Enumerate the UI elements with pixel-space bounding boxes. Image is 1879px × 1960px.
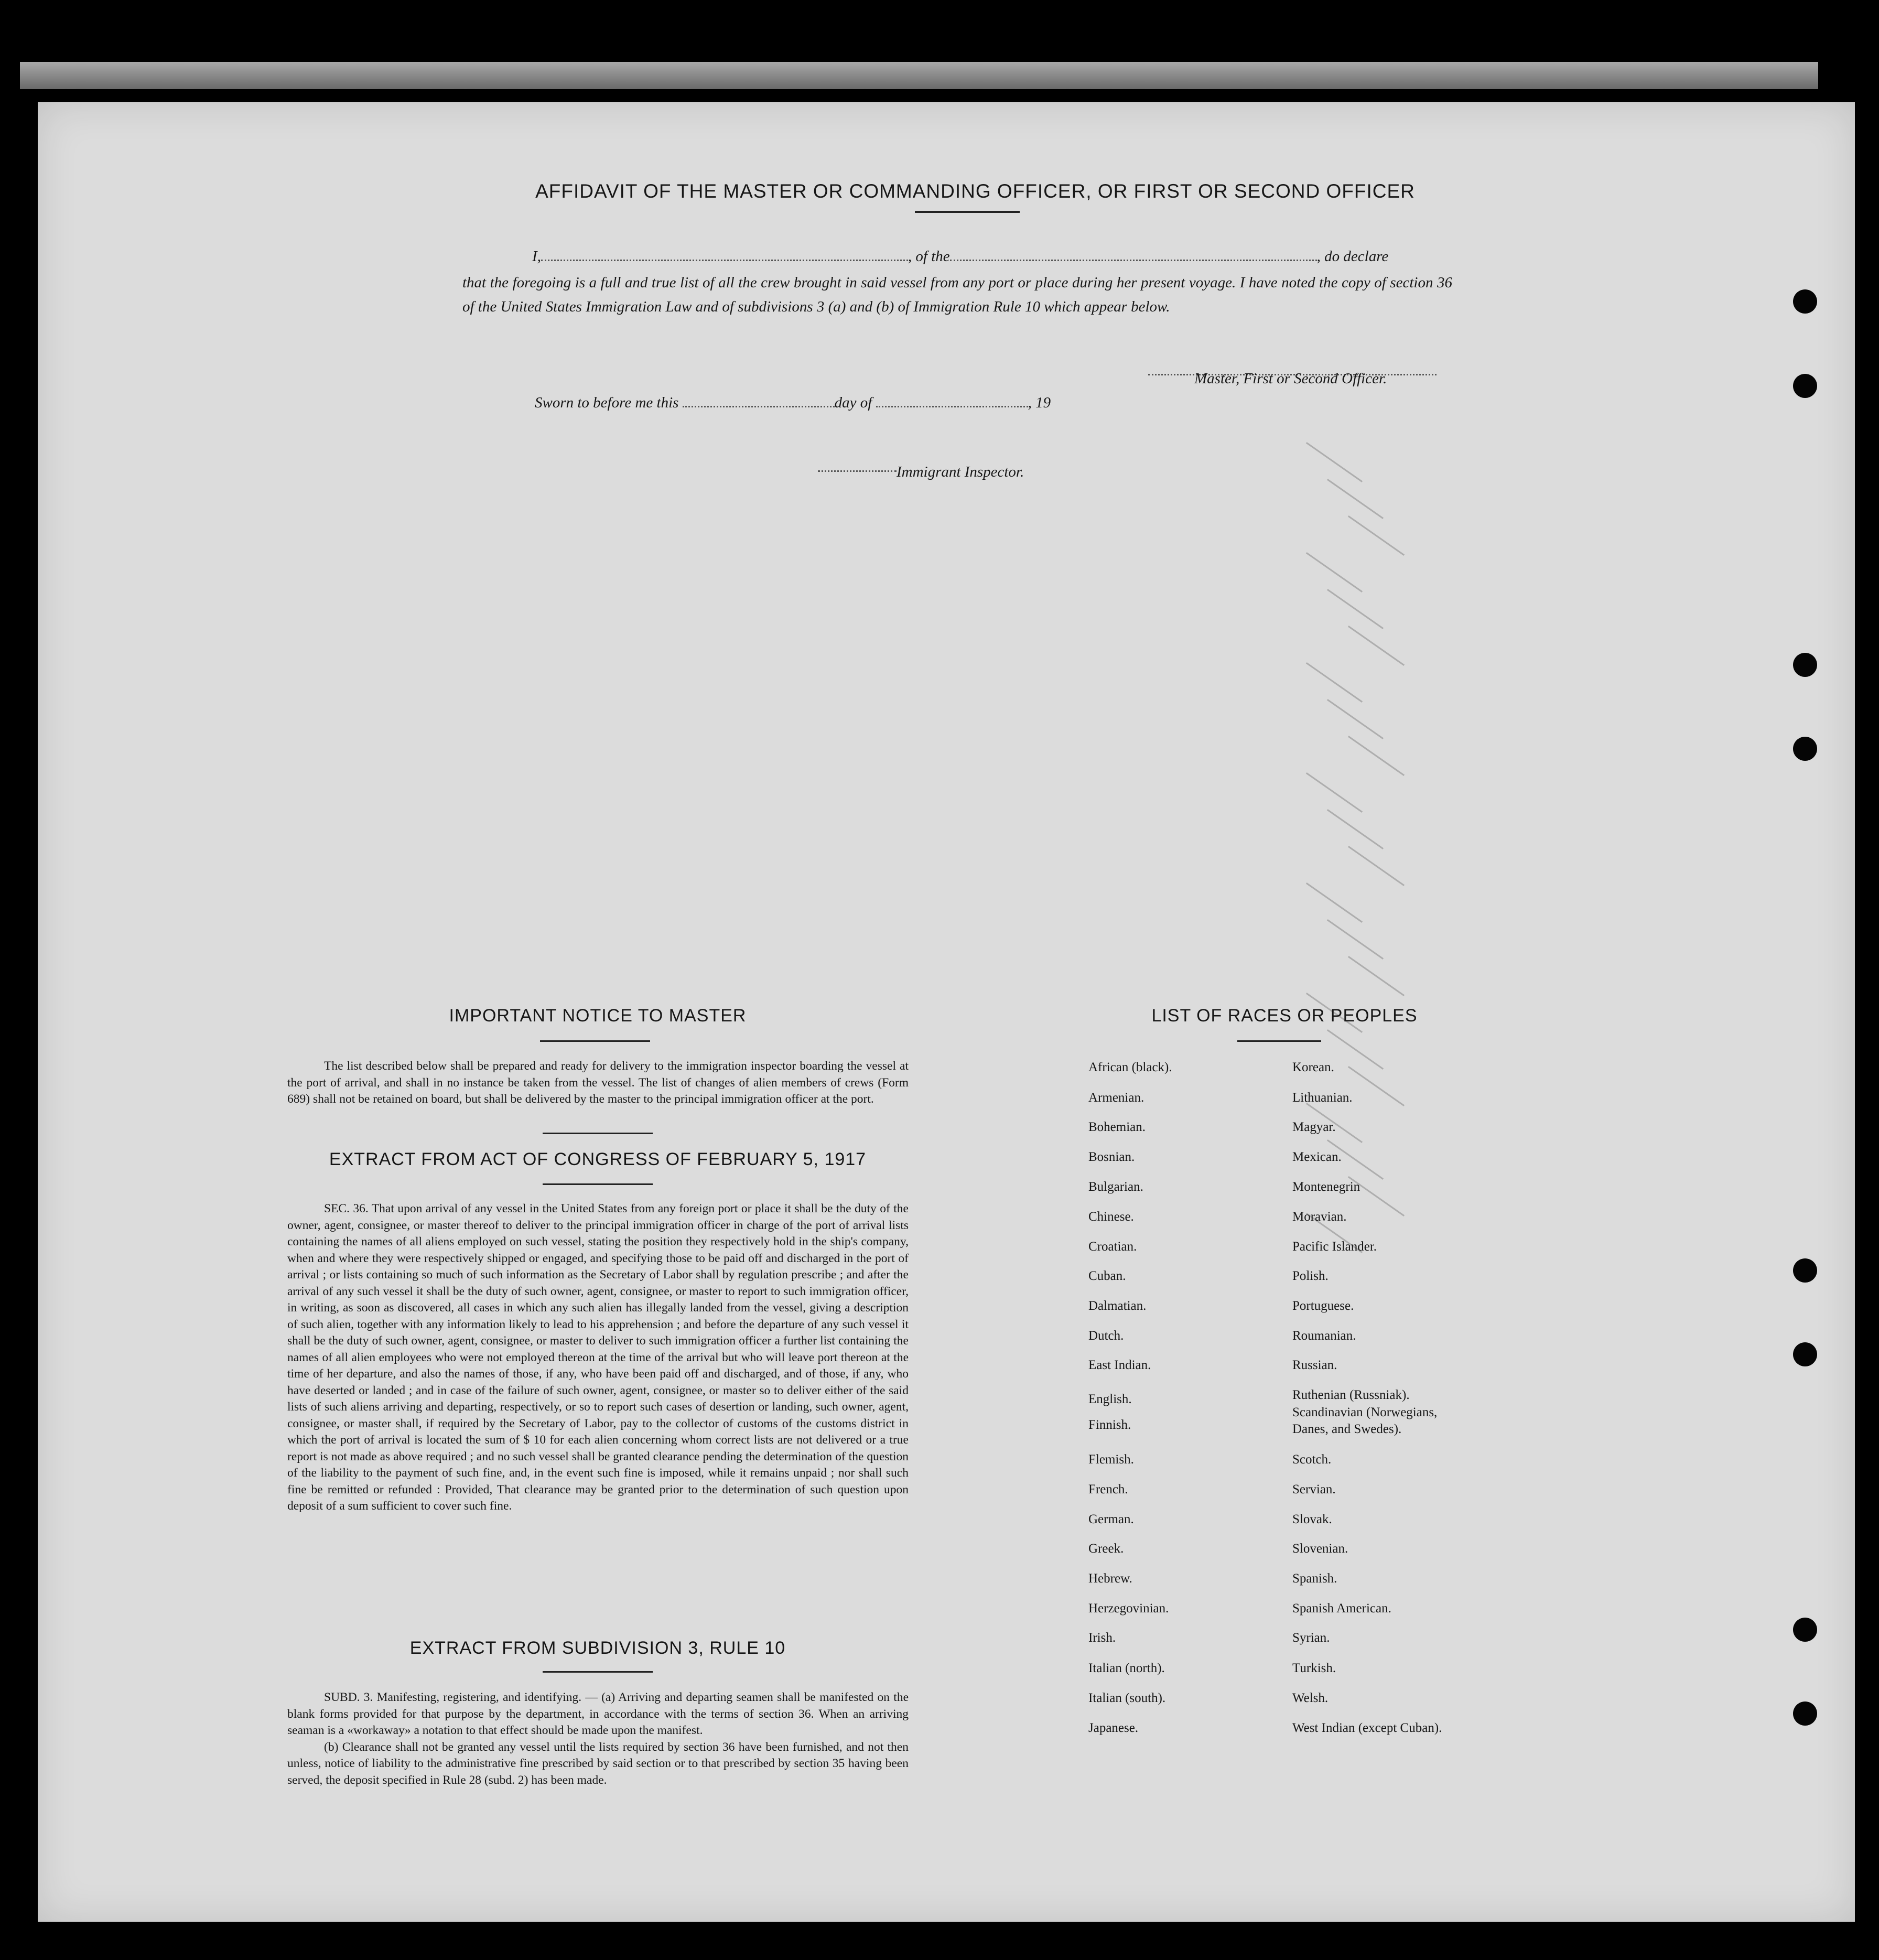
race-item: Flemish. — [1088, 1452, 1134, 1467]
rule-text — [287, 1689, 909, 1789]
sworn-day-blank[interactable] — [683, 406, 835, 407]
race-item: Roumanian. — [1292, 1329, 1356, 1343]
race-item: Danes, and Swedes). — [1292, 1422, 1402, 1436]
sworn-prefix: Sworn to before me this — [535, 394, 679, 411]
affidavit-declare: , do declare — [1316, 248, 1389, 265]
sworn-year: , 19 — [1028, 394, 1051, 411]
race-item: African (black). — [1088, 1060, 1172, 1074]
race-item: Lithuanian. — [1292, 1091, 1353, 1105]
race-item: Montenegrin — [1292, 1180, 1360, 1194]
race-item: Pacific Islander. — [1292, 1240, 1377, 1254]
race-item: Irish. — [1088, 1631, 1116, 1645]
race-item: Slovenian. — [1292, 1542, 1348, 1556]
race-item: Portuguese. — [1292, 1299, 1354, 1313]
punch-hole — [1793, 1618, 1817, 1642]
rule-title: EXTRACT FROM SUBDIVISION 3, RULE 10 — [409, 1638, 786, 1658]
race-item: Chinese. — [1088, 1210, 1134, 1224]
race-item: Syrian. — [1292, 1631, 1330, 1645]
race-item: Polish. — [1292, 1269, 1329, 1283]
affidavit-of-the: , of the — [908, 248, 950, 265]
race-item: Servian. — [1292, 1482, 1336, 1496]
punch-hole — [1793, 653, 1817, 677]
race-item: Bosnian. — [1088, 1150, 1135, 1164]
race-item: Armenian. — [1088, 1091, 1144, 1105]
act-paragraph: SEC. 36. That upon arrival of any vessel in the United States from any foreign port or place it shall be the duty of the owner, agent, consignee, or master thereof to deliver to the principal immigration officer in charge of the port of arrival lists containing the names of all aliens employed on such vessel, stating the position they respectively hold in the ship's company, when and where they were respectively shipped or engaged, and specifying those to be paid off and discharged in the port of arrival ; or lists containing so much of such information as the Secretary of Labor shall by regulation prescribe ; and after the arrival of any such vessel it shall be the duty of such owner, agent, consignee, or master to report to such immigration officer, in writing, as soon as discovered, all cases in which any such alien has illegally landed from the vessel, giving a description of such alien, together with any information likely to lead to his apprehension ; and before the departure of any such vessel it shall be the duty of such owner, agent, consignee, or master to deliver to such immigration officer a further list containing the names of all alien employees who were not employed thereon at the time of the arrival but who will leave port thereon at the time of her departure, and also the names of those, if any, who have been paid off and discharged, and of those, if any, who have deserted or landed ; and in case of the failure of such owner, agent, consignee, or master so to deliver either of the said lists of such aliens arriving and departing, respectively, or so to report such cases of desertion or landing, such owner, agent, consignee, or master shall, if required by the Secretary of Labor, pay to the collector of customs of the customs district in which the port of arrival is located the sum of $ 10 for each alien concerning whom correct lists are not delivered or a true report is not made as above required ; and no such vessel shall be granted clearance pending the determination of the question of the liability to the payment of such fine, and, in the event such fine is imposed, while it remains unpaid ; nor shall such fine be remitted or refunded : Provided, That clearance may be granted prior to the determination of such question upon deposit of a sum sufficient to cover such fine. — [287, 1202, 909, 1513]
race-item: Spanish American. — [1292, 1601, 1391, 1616]
race-item: Russian. — [1292, 1358, 1337, 1372]
race-item: Ruthenian (Russniak). — [1292, 1388, 1410, 1402]
notice-paragraph: The list described below shall be prepared and ready for delivery to the immigration inspector boarding the vessel at the port of arrival, and shall in no instance be taken from the vessel. The list of changes of alien members of crews (Form 689) shall not be retained on board, but shall be delivered by the master to the principal immigration officer at the port. — [287, 1059, 909, 1106]
race-item: Croatian. — [1088, 1240, 1137, 1254]
race-item: Welsh. — [1292, 1691, 1329, 1705]
affidavit-declaration-line — [532, 244, 1452, 268]
race-item: Dalmatian. — [1088, 1299, 1147, 1313]
act-title: EXTRACT FROM ACT OF CONGRESS OF FEBRUARY 5, 1917 — [329, 1149, 867, 1169]
rule-rule — [543, 1671, 653, 1673]
notice-title: IMPORTANT NOTICE TO MASTER — [449, 1006, 747, 1026]
race-item: Greek. — [1088, 1542, 1124, 1556]
punch-hole — [1793, 737, 1817, 761]
sworn-line — [535, 394, 1051, 412]
race-item: French. — [1088, 1482, 1128, 1496]
race-item: Cuban. — [1088, 1269, 1126, 1283]
sworn-month-blank[interactable] — [876, 406, 1028, 407]
race-item: Finnish. — [1088, 1418, 1131, 1432]
race-item: German. — [1088, 1512, 1134, 1526]
race-item: English. — [1088, 1392, 1132, 1406]
race-item: Mexican. — [1292, 1150, 1342, 1164]
race-item: Moravian. — [1292, 1210, 1347, 1224]
race-item: East Indian. — [1088, 1358, 1151, 1372]
inspector-signature-line[interactable] — [818, 470, 897, 472]
notice-rule — [540, 1040, 650, 1042]
rule-paragraph-a: SUBD. 3. Manifesting, registering, and identifying. — (a) Arriving and departing seamen shall be manifested on the blank forms provided for that purpose by the department, in accordance with the terms of section 36. When an arriving seaman is a «workaway» a notation to that effect should be made upon the manifest. — [287, 1690, 909, 1737]
name-blank[interactable] — [541, 260, 908, 261]
race-item: West Indian (except Cuban). — [1292, 1721, 1442, 1735]
punch-hole — [1793, 374, 1817, 398]
affidavit-title-rule — [915, 211, 1020, 213]
race-item: Hebrew. — [1088, 1571, 1132, 1586]
race-item: Korean. — [1292, 1060, 1334, 1074]
race-item: Turkish. — [1292, 1661, 1336, 1675]
binder-strip — [20, 62, 1818, 89]
notice-bottom-rule — [543, 1133, 653, 1134]
race-item: Scotch. — [1292, 1452, 1332, 1467]
punch-hole — [1793, 1701, 1817, 1726]
vessel-blank[interactable] — [950, 260, 1317, 261]
act-rule — [543, 1183, 653, 1185]
rule-paragraph-b: (b) Clearance shall not be granted any vessel until the lists required by section 36 have been furnished, and not then unless, notice of liability to the administrative fine prescribed by said section or to that prescribed by section 35 having been served, the deposit specified in Rule 28 (subd. 2) has been made. — [287, 1740, 909, 1787]
race-item: Italian (south). — [1088, 1691, 1166, 1705]
races-rule — [1237, 1040, 1321, 1042]
races-title: LIST OF RACES OR PEOPLES — [1151, 1006, 1418, 1026]
punch-hole — [1793, 1258, 1817, 1283]
affidavit-i: I, — [532, 248, 541, 265]
punch-hole — [1793, 289, 1817, 314]
punch-hole — [1793, 1342, 1817, 1366]
master-signature-label: Master, First or Second Officer. — [1194, 370, 1387, 387]
sworn-day-of: day of — [834, 394, 872, 411]
race-item: Slovak. — [1292, 1512, 1332, 1526]
race-item: Bulgarian. — [1088, 1180, 1143, 1194]
race-item: Bohemian. — [1088, 1120, 1146, 1134]
race-item: Spanish. — [1292, 1571, 1337, 1586]
race-item: Dutch. — [1088, 1329, 1124, 1343]
race-item: Scandinavian (Norwegians, — [1292, 1405, 1438, 1419]
race-item: Japanese. — [1088, 1721, 1139, 1735]
race-item: Italian (north). — [1088, 1661, 1165, 1675]
race-item: Herzegovinian. — [1088, 1601, 1169, 1616]
notice-text — [287, 1058, 909, 1108]
race-item: Magyar. — [1292, 1120, 1336, 1134]
affidavit-paragraph: that the foregoing is a full and true list of all the crew brought in said vessel from any port or place during her present voyage. I have noted the copy of section 36 of the United States Immigration Law and of subdivisions 3 (a) and (b) of Immigration Rule 10 which appear below. — [462, 274, 1452, 315]
act-text — [287, 1201, 909, 1515]
inspector-label: Immigrant Inspector. — [897, 464, 1024, 480]
affidavit-title: AFFIDAVIT OF THE MASTER OR COMMANDING OFFICER, OR FIRST OR SECOND OFFICER — [535, 180, 1415, 202]
